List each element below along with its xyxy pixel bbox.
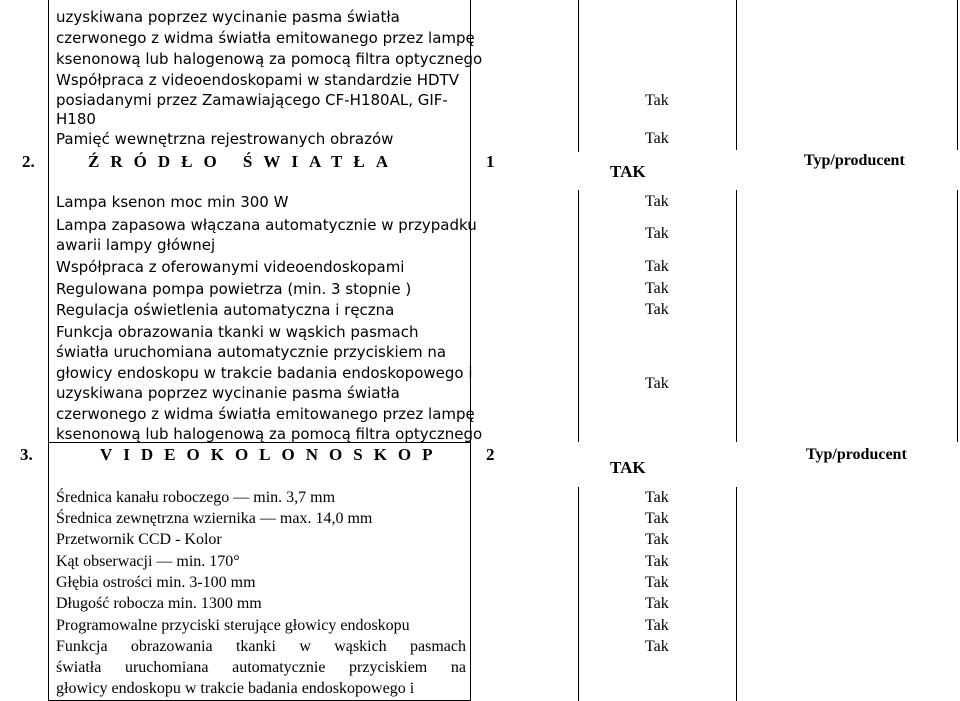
row-text: Programowalne przyciski sterujące głowicy endoskopu [56, 617, 410, 634]
row-text: Funkcja obrazowania tkanki w wąskich pasmach [56, 323, 419, 341]
row-text: ksenonową lub halogenową za pomocą filtra optycznego [56, 425, 483, 443]
desc-line: uzyskiwana poprzez wycinanie pasma światła [56, 8, 400, 26]
row-text: Średnica kanału roboczego — min. 3,7 mm [56, 489, 336, 506]
row-text: Lampa ksenon moc min 300 W [56, 193, 289, 211]
row-text: głowicy endoskopu w trakcie badania endoskopowego i [56, 364, 473, 382]
row-text: awarii lampy głównej [56, 236, 216, 254]
section-typ-producent: Typ/producent [804, 152, 905, 169]
row-text: Regulowana pompa powietrza (min. 3 stopnie ) [56, 280, 412, 298]
row-text: światła uruchomiana automatycznie przyciskiem na [56, 343, 447, 361]
desc-line: ksenonową lub halogenową za pomocą filtra optycznego [56, 50, 483, 68]
row-text: Regulacja oświetlenia automatyczna i ręczna [56, 301, 395, 319]
grid-line-answer-3 [578, 487, 579, 701]
desc-line: H180 [56, 110, 96, 128]
answer-cell: Tak [645, 510, 669, 527]
answer-cell: Tak [645, 595, 669, 612]
grid-line-right-3 [736, 487, 737, 701]
grid-line-right [736, 0, 737, 150]
row-text: Głębia ostrości min. 3-100 mm [56, 574, 256, 591]
answer-cell: Tak [645, 617, 669, 634]
section-number: 2. [22, 152, 35, 171]
grid-line-answer [578, 0, 579, 152]
row-text: uzyskiwana poprzez wycinanie pasma światła [56, 384, 400, 402]
answer-cell: Tak [645, 280, 669, 297]
answer-cell: Tak [645, 193, 669, 210]
desc-line: posiadanymi przez Zamawiającego CF-H180AL, GIF- [56, 91, 448, 109]
section-number: 3. [20, 445, 33, 464]
answer-cell: Tak [645, 553, 669, 570]
desc-line: Współpraca z videoendoskopami w standardzie HDTV [56, 71, 460, 89]
answer-cell: Tak [645, 130, 669, 147]
grid-line-right-2 [736, 190, 737, 442]
row-text: Kąt obserwacji — min. 170° [56, 553, 240, 570]
answer-cell: Tak [645, 92, 669, 109]
row-text: Funkcja obrazowania tkanki w wąskich pasmach [56, 638, 466, 655]
answer-cell: Tak [645, 225, 669, 242]
section-tak: TAK [610, 458, 646, 477]
section-title: VIDEOKOLONOSKOP [100, 445, 444, 464]
row-text: Średnica zewnętrzna wziernika — max. 14,0 mm [56, 510, 373, 527]
answer-cell: Tak [645, 258, 669, 275]
row-text: głowicy endoskopu w trakcie badania endoskopowego i [56, 680, 415, 697]
desc-line: Pamięć wewnętrzna rejestrowanych obrazów [56, 130, 394, 148]
grid-line-desc [470, 0, 471, 701]
answer-cell: Tak [645, 638, 669, 655]
row-text: Przetwornik CCD - Kolor [56, 531, 222, 548]
row-text: Współpraca z oferowanymi videoendoskopami [56, 258, 405, 276]
section-typ-producent: Typ/producent [806, 446, 907, 463]
grid-line-answer-2 [578, 190, 579, 442]
section-title: ŹRÓDŁO ŚWIATŁA [88, 152, 399, 171]
grid-line-far-right-2 [957, 190, 958, 442]
answer-cell: Tak [645, 489, 669, 506]
row-text: światła uruchomiana automatycznie przyciskiem na [56, 659, 466, 676]
answer-cell: Tak [645, 574, 669, 591]
section-quantity: 1 [486, 152, 495, 171]
answer-cell: Tak [645, 375, 669, 392]
row-text: Długość robocza min. 1300 mm [56, 595, 262, 612]
row-text: czerwonego z widma światła emitowanego przez lampę [56, 405, 475, 423]
answer-cell: Tak [645, 531, 669, 548]
section-tak: TAK [610, 162, 646, 181]
section-quantity: 2 [486, 445, 495, 464]
grid-line-left [48, 0, 49, 701]
desc-line: czerwonego z widma światła emitowanego przez lampę [56, 29, 475, 47]
row-text: Lampa zapasowa włączana automatycznie w przypadku [56, 216, 477, 234]
grid-line-far-right [957, 0, 958, 150]
answer-cell: Tak [645, 301, 669, 318]
